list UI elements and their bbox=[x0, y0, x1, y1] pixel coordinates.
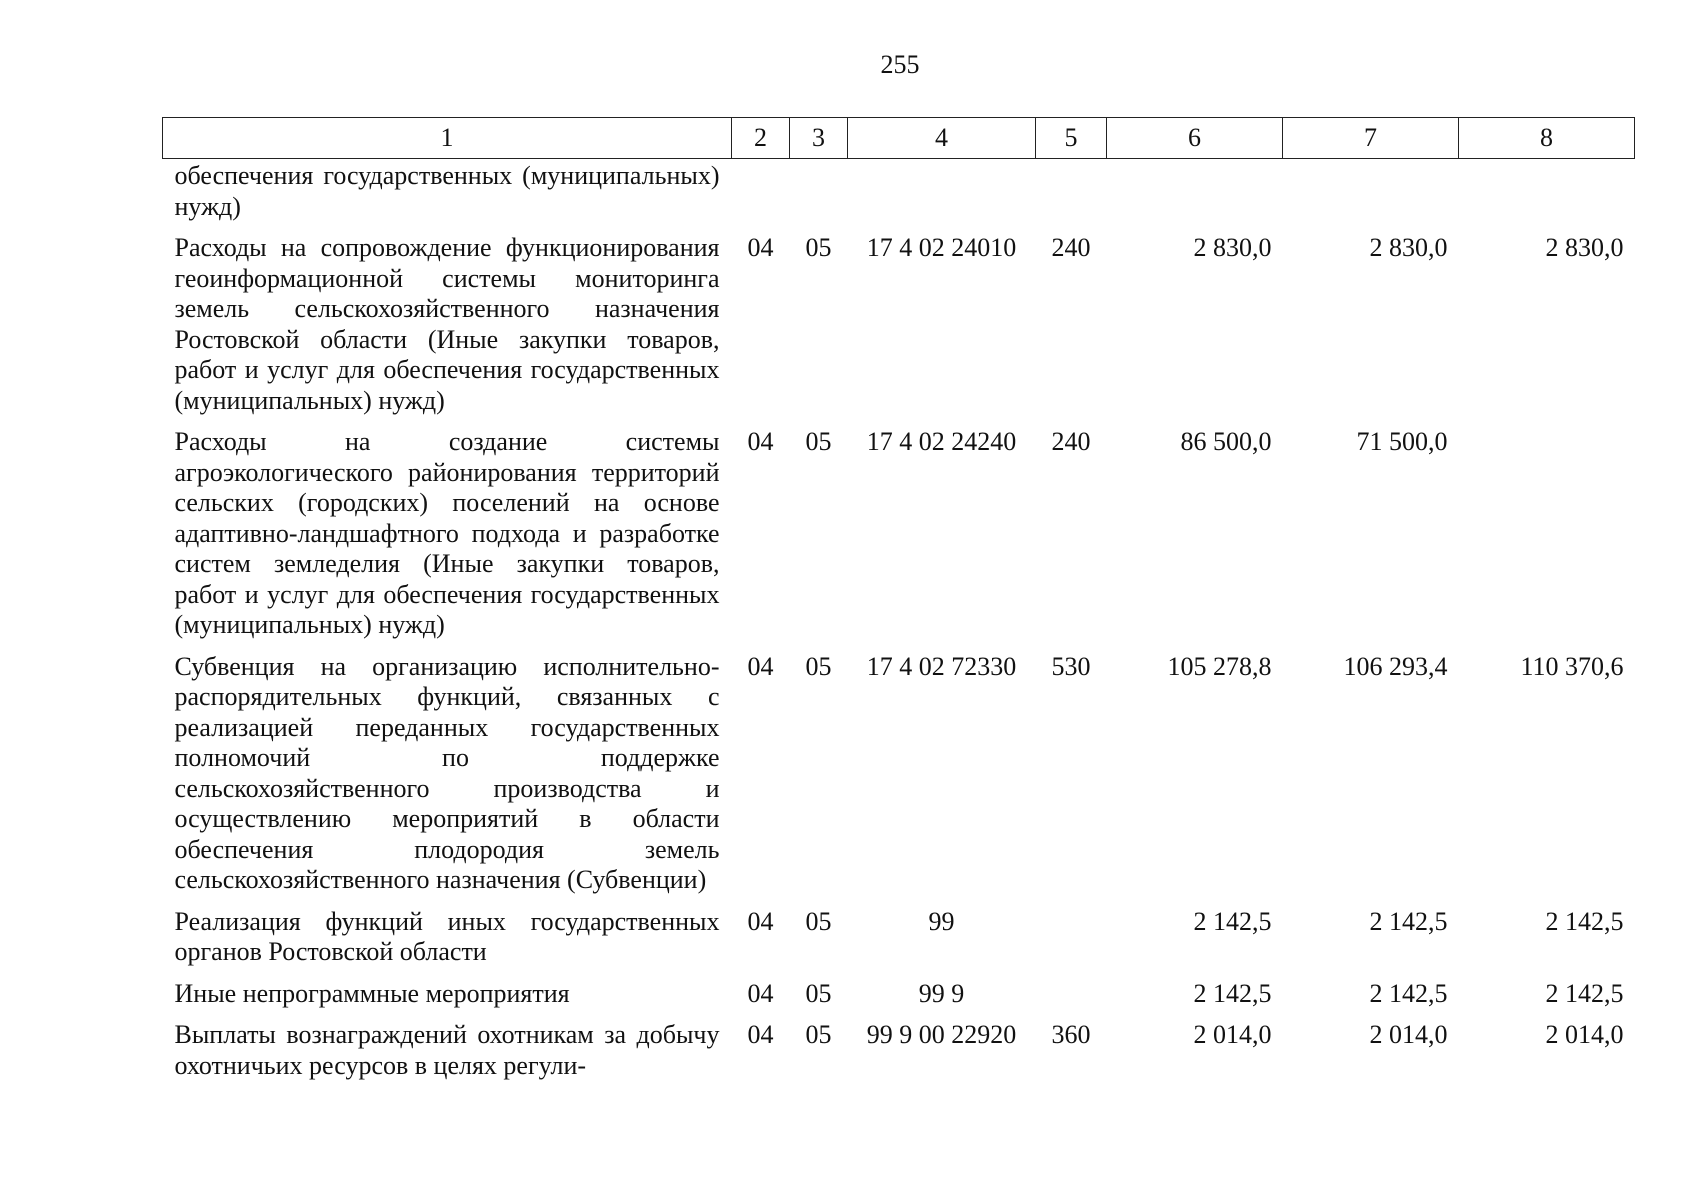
column-header-8: 8 bbox=[1459, 118, 1635, 159]
row-section bbox=[732, 159, 790, 234]
row-value-col8 bbox=[1459, 427, 1635, 652]
row-subsection: 05 bbox=[805, 1020, 832, 1049]
row-value-col7: 71 500,0 bbox=[1356, 427, 1448, 456]
row-subsection: 05 bbox=[805, 427, 832, 456]
row-subsection: 05 bbox=[805, 651, 832, 681]
row-expense-type bbox=[1036, 907, 1107, 979]
row-name: Расходы на создание системы агроэкологического районирования территорий сельских (городских) поселений на основе адаптивно-ландшафтного подхода и разработке систем земледелия (Иные закупки товаров, работ и услуг для обеспечения государственных (муниципальных) нужд) bbox=[174, 427, 720, 639]
table-row bbox=[163, 159, 1635, 234]
row-expense-type: 530 bbox=[1051, 651, 1091, 681]
column-header-1: 1 bbox=[163, 118, 732, 159]
row-value-col7 bbox=[1283, 159, 1459, 234]
column-header-3: 3 bbox=[790, 118, 848, 159]
row-section: 04 bbox=[747, 233, 774, 262]
row-name: Расходы на сопровождение функционирования геоинформационной системы мониторинга земель сельскохозяйственного назначения Ростовской области (Иные закупки товаров, работ и услуг для обеспечения государственных (муниципальных) нужд) bbox=[174, 233, 720, 415]
row-name: обеспечения государственных (муниципальных) нужд) bbox=[174, 161, 720, 221]
row-value-col7: 2 830,0 bbox=[1369, 233, 1448, 262]
header-row bbox=[163, 118, 1635, 159]
table-row bbox=[163, 233, 1635, 427]
row-value-col8: 2 142,5 bbox=[1545, 978, 1624, 1008]
row-value-col8 bbox=[1459, 159, 1635, 234]
row-subsection: 05 bbox=[805, 978, 832, 1008]
table-row bbox=[163, 979, 1635, 1021]
row-target-article: 99 9 bbox=[918, 978, 965, 1008]
row-value-col6: 2 830,0 bbox=[1193, 233, 1272, 262]
page-number: 255 bbox=[880, 50, 920, 79]
row-expense-type: 360 bbox=[1051, 1020, 1091, 1049]
budget-table bbox=[162, 117, 1635, 1092]
row-section: 04 bbox=[747, 427, 774, 456]
row-value-col8: 110 370,6 bbox=[1520, 651, 1624, 681]
row-subsection bbox=[790, 159, 848, 234]
row-expense-type: 240 bbox=[1051, 233, 1091, 262]
row-target-article: 17 4 02 24010 bbox=[866, 233, 1017, 262]
row-expense-type bbox=[1036, 159, 1107, 234]
column-header-6: 6 bbox=[1107, 118, 1283, 159]
row-section: 04 bbox=[747, 651, 774, 681]
row-value-col6: 2 014,0 bbox=[1193, 1020, 1272, 1049]
column-header-5: 5 bbox=[1036, 118, 1107, 159]
row-value-col8: 2 142,5 bbox=[1545, 906, 1624, 936]
row-name: Выплаты вознаграждений охотникам за добычу охотничьих ресурсов в целях регули- bbox=[174, 1020, 720, 1080]
row-name: Иные непрограммные мероприятия bbox=[174, 978, 570, 1008]
row-value-col6 bbox=[1107, 159, 1283, 234]
row-subsection: 05 bbox=[805, 906, 832, 936]
row-section: 04 bbox=[747, 906, 774, 936]
row-subsection: 05 bbox=[805, 233, 832, 262]
row-value-col6: 2 142,5 bbox=[1193, 906, 1272, 936]
row-value-col7: 2 142,5 bbox=[1369, 978, 1448, 1008]
row-value-col7: 2 142,5 bbox=[1369, 906, 1448, 936]
row-value-col8: 2 014,0 bbox=[1545, 1020, 1624, 1049]
table-row bbox=[163, 907, 1635, 979]
row-target-article: 99 9 00 22920 bbox=[866, 1020, 1017, 1049]
row-name: Субвенция на организацию исполнительно-распорядительных функций, связанных с реализацией переданных государственных полномочий по поддержке сельскохозяйственного производства и осуществлению мероприятий в области обеспечения плодородия земель сельскохозяйственного назначения (Субвенции) bbox=[174, 651, 720, 894]
table-body bbox=[163, 159, 1635, 1093]
row-target-article: 99 bbox=[928, 906, 955, 936]
row-value-col8: 2 830,0 bbox=[1545, 233, 1624, 262]
row-section: 04 bbox=[747, 1020, 774, 1049]
row-value-col6: 2 142,5 bbox=[1193, 978, 1272, 1008]
table-row bbox=[163, 1020, 1635, 1092]
row-target-article: 17 4 02 24240 bbox=[866, 427, 1017, 456]
row-value-col6: 105 278,8 bbox=[1167, 651, 1272, 681]
table-header bbox=[163, 118, 1635, 159]
row-value-col7: 106 293,4 bbox=[1343, 651, 1448, 681]
column-header-2: 2 bbox=[732, 118, 790, 159]
table-row bbox=[163, 652, 1635, 907]
row-value-col7: 2 014,0 bbox=[1369, 1020, 1448, 1049]
row-value-col6: 86 500,0 bbox=[1180, 427, 1272, 456]
row-expense-type bbox=[1036, 979, 1107, 1021]
column-header-4: 4 bbox=[848, 118, 1036, 159]
row-name: Реализация функций иных государственных органов Ростовской области bbox=[174, 906, 720, 966]
table-row bbox=[163, 427, 1635, 652]
row-section: 04 bbox=[747, 978, 774, 1008]
row-target-article bbox=[848, 159, 1036, 234]
column-header-7: 7 bbox=[1283, 118, 1459, 159]
row-expense-type: 240 bbox=[1051, 427, 1091, 456]
row-target-article: 17 4 02 72330 bbox=[866, 651, 1017, 681]
